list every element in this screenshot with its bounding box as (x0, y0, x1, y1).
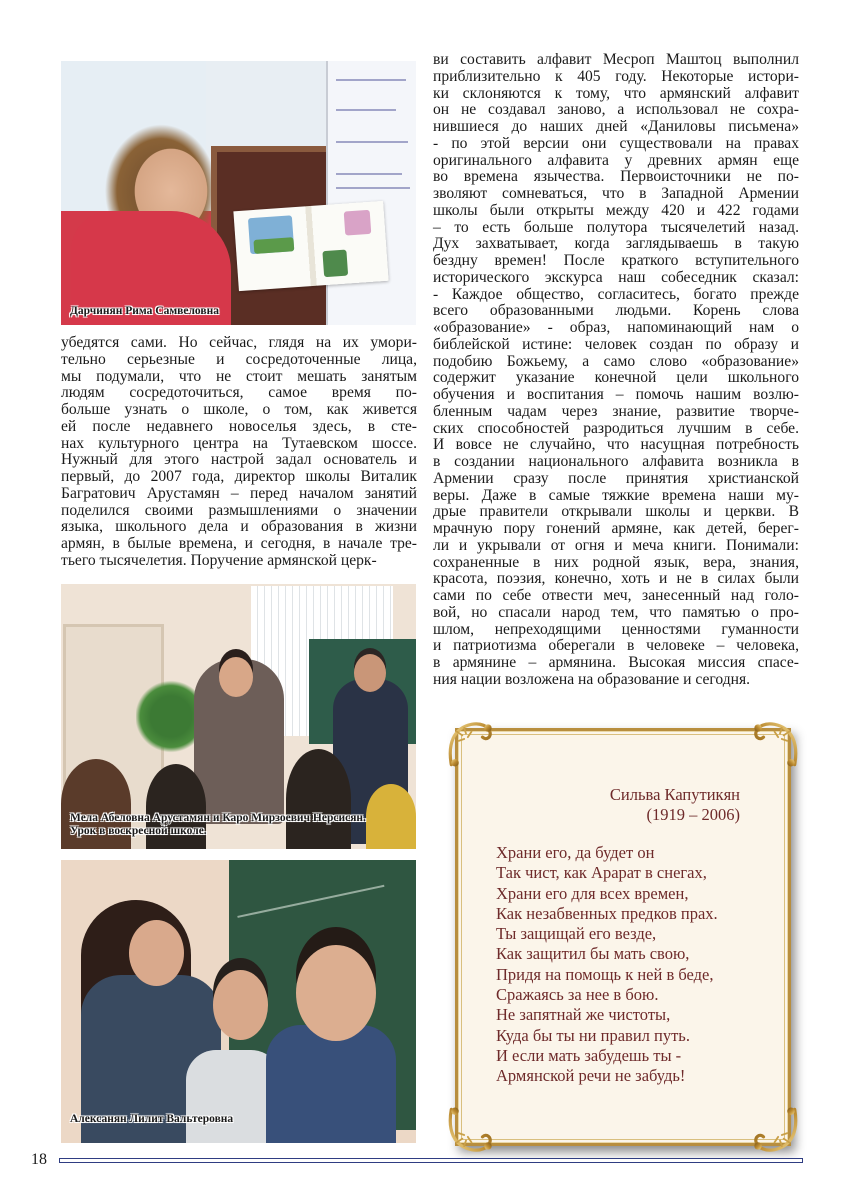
ornament-corner-icon (747, 717, 802, 772)
text-line: - Каждое общество, согласитесь, богато прежде (433, 285, 799, 303)
ornament-corner-icon (747, 1102, 802, 1157)
photo-caption-line: Мела Абеловна Арустамян и Каро Мирзоевич Нерсисян. (70, 812, 366, 824)
photo-caption: Дарчинян Рима Самвеловна (70, 305, 219, 317)
poem-author (610, 785, 740, 825)
text-line: людям сосредоточиться, самое время по- (61, 384, 417, 402)
text-line: нах культурного центра на Тутаевском шоссе. (61, 434, 417, 452)
text-line: Багратович Арустамян – перед началом занятий (61, 484, 417, 502)
text-line: мрачную пору гонений армяне, как детей, берег- (433, 520, 799, 537)
poem-line: Армянской речи не забудь! (496, 1066, 686, 1086)
text-line: ли и укрывали от огня и меча книги. Понимали: (433, 536, 799, 554)
text-line: содержит указание конечной цели школьного (433, 369, 799, 387)
photo-caption: Алексанян Лилит Вальтеровна (70, 1113, 234, 1125)
text-line: Нужный для этого настрой задал основатель и (61, 451, 417, 469)
poem-line: Как защитил бы мать свою, (496, 944, 690, 964)
text-line: ских способностей разродиться лучшим в себе. (433, 419, 799, 437)
text-line: языка, школьного дела и образования в жизни (61, 518, 417, 536)
text-line: бездну времен! После краткого вступительного (433, 252, 799, 269)
poem-author-name: Сильва Капутикян (609, 785, 740, 804)
photo-caption-line: Урок в воскресной школе. (70, 825, 207, 837)
text-line: дрые правители открывали школы и церкви. В (433, 503, 799, 521)
text-line: сами по себе отвести меч, занесенный над голо- (433, 587, 799, 604)
text-line: всего образованными людьми. Корень слова (433, 302, 799, 320)
text-line: в армянине – армянина. Высокая миссия спасе- (433, 654, 799, 671)
text-line: шлом, непреходящими ценностями гуманности (433, 620, 799, 638)
text-line: сохраненные в них родной язык, вера, знания, (433, 553, 799, 571)
text-line: бленным чадам через знание, развитие творче- (433, 402, 799, 420)
photo-caption (70, 812, 366, 838)
photo-student-head (296, 945, 376, 1041)
poem-line: Так чист, как Арарат в снегах, (496, 863, 707, 883)
text-line: ния нации возложена на образование и сегодня. (433, 670, 751, 688)
text-line: и патриотизма оберегали в человеке – человека, (433, 637, 799, 655)
text-line: Армении сразу после принятия христианской (433, 469, 799, 487)
poem-line: Сражаясь за нее в бою. (496, 985, 659, 1005)
poem-line: Куда бы ты ни правил путь. (496, 1025, 690, 1045)
text-line: приблизительно к 405 году. Некоторые истори- (433, 67, 799, 85)
text-line: армян, в былые времена, и сегодня, в начале тре- (61, 535, 417, 552)
text-line: зволяют сомневаться, что в Западной Армении (433, 185, 799, 202)
text-line: ки склоняются к тому, что армянский алфавит (433, 84, 799, 102)
poem-line: Ты защищай его везде, (496, 924, 657, 944)
poem-line: Храни его для всех времен, (496, 883, 689, 903)
text-line: поделился своими размышлениями о значении (61, 501, 417, 519)
ornament-corner-icon (444, 717, 499, 772)
photo-figure-head (354, 654, 386, 692)
article-column-left (61, 335, 417, 570)
page-number: 18 (31, 1151, 47, 1168)
photo-student (266, 1025, 396, 1143)
text-line: - по этой версии они существовали на правах (433, 134, 799, 152)
photo-student (366, 784, 416, 849)
photo-book (233, 201, 388, 291)
poem-line: Как незабвенных предков прах. (496, 903, 718, 923)
text-line: во времена язычества. Первоисточники не по- (433, 168, 799, 186)
text-line: «образование» - образ, напоминающий нам о (433, 319, 799, 336)
text-line: тьего тысячелетия. Поручение армянской церк- (61, 551, 377, 569)
footer-rule (59, 1158, 803, 1163)
text-line: – то есть больше полутора тысячелетий назад. (433, 218, 799, 236)
photo-student-head (213, 970, 268, 1040)
text-line: убедятся сами. Но сейчас, глядя на их умори- (61, 334, 417, 351)
text-line: ви составить алфавит Месроп Маштоц выполнил (433, 51, 799, 68)
text-line: веры. Даже в самые тяжкие времена наши му- (433, 486, 799, 504)
poem-line: И если мать забудешь ты - (496, 1045, 682, 1065)
text-line: обучения и воспитания – помочь нашим возлю- (433, 386, 799, 403)
text-line: И вовсе не случайно, что насущная потребность (433, 436, 799, 454)
photo-classroom-lesson (61, 584, 416, 849)
article-column-right (433, 52, 799, 689)
photo-whiteboard (326, 61, 416, 325)
text-line: школы были открыты между 420 и 422 годами (433, 201, 799, 219)
text-line: оригинального алфавита у древних армян еще (433, 151, 799, 169)
text-line: он не создавал заново, а использовал не сохра- (433, 101, 799, 119)
poem-author-years: (1919 – 2006) (646, 805, 740, 824)
poem-line: Придя на помощь к ней в беде, (496, 964, 714, 984)
text-line: больше узнать о школе, о том, как живется (61, 401, 417, 418)
text-line: красота, поэзия, конечно, хоть и не в силах были (433, 570, 799, 588)
photo-figure-head (129, 920, 184, 986)
text-line: библейской истине: человек создан по образу и (433, 335, 799, 353)
text-line: в создании национального алфавита возникла в (433, 453, 799, 470)
ornament-corner-icon (444, 1102, 499, 1157)
poem-box (455, 728, 791, 1146)
poem-line: Не запятнай же чистоты, (496, 1005, 671, 1025)
text-line: Дух захватывает, когда заглядываешь в такую (433, 235, 799, 253)
text-line: тельно серьезные и сосредоточенные лица, (61, 350, 417, 368)
poem-text (496, 843, 718, 1087)
text-line: исторического экскурса наш собеседник сказал: (433, 268, 799, 286)
text-line: вой, но спасали народ тем, что памятью о про- (433, 603, 799, 621)
text-line: мы подумали, что не стоит мешать занятым (61, 367, 417, 385)
text-line: подобию Божьему, а само слово «образование» (433, 352, 799, 370)
photo-teacher-with-students (61, 860, 416, 1143)
text-line: нившиеся до наших дней «Даниловы письмена» (433, 118, 799, 135)
poem-line: Храни его, да будет он (496, 843, 655, 862)
text-line: ей после недавнего новоселья здесь, в сте- (61, 417, 417, 435)
photo-teacher-with-book (61, 61, 416, 325)
photo-figure-head (219, 657, 253, 697)
text-line: первый, до 2007 года, директор школы Виталик (61, 468, 417, 485)
